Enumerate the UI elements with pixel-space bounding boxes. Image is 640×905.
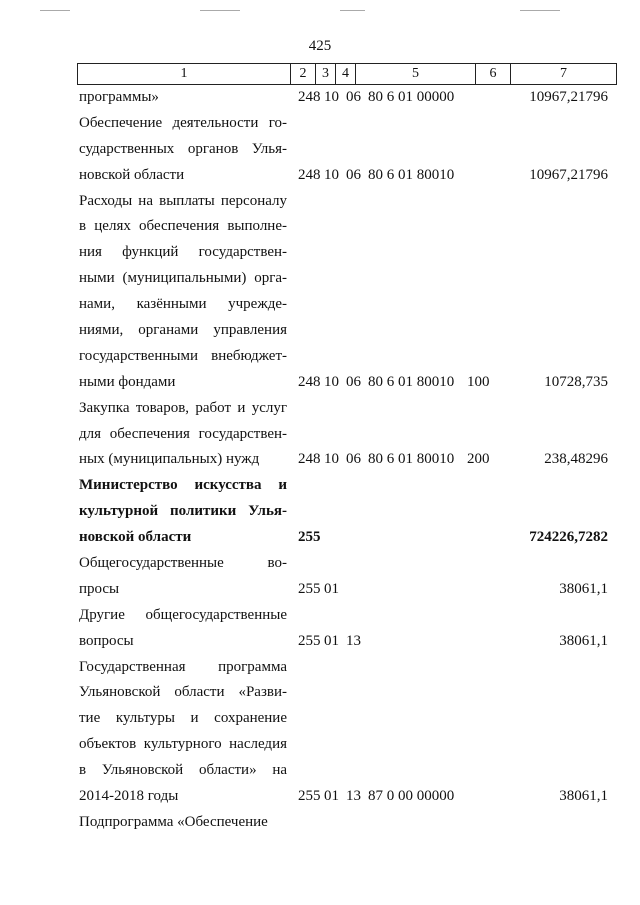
row-description: Министерство искусства и — [79, 477, 287, 494]
row-description: Другие общегосударственные — [79, 606, 287, 623]
column-header-4: 4 — [336, 64, 356, 85]
row-description: 2014-2018 годы — [79, 788, 179, 805]
code-c6: 200 — [467, 451, 490, 468]
row-line — [0, 551, 640, 577]
row-description: нами, казёнными учрежде- — [79, 296, 287, 313]
code-c3: 10 — [324, 89, 339, 105]
amount-value: 724226,7282 — [529, 529, 608, 546]
row-description: в Ульяновской области» на — [79, 762, 287, 779]
column-header-5: 5 — [356, 64, 476, 85]
code-c3: 01 — [324, 580, 339, 597]
column-header-1: 1 — [78, 64, 291, 85]
row-line — [0, 655, 640, 681]
amount-value: 38061,1 — [559, 788, 608, 805]
row-description: в целях обеспечения выполне- — [79, 218, 287, 235]
row-description: тие культуры и сохранение — [79, 710, 287, 727]
row-description: ния функций государствен- — [79, 244, 287, 261]
row-description: объектов культурного наследия — [79, 736, 287, 753]
row-line — [0, 396, 640, 422]
code-c6: 100 — [467, 373, 490, 390]
code-c5: 87 0 00 00000 — [368, 788, 455, 805]
row-description: вопросы — [79, 632, 134, 649]
row-line — [0, 137, 640, 163]
row-description: просы — [79, 580, 120, 597]
scan-speck — [40, 10, 70, 11]
row-line — [0, 85, 640, 111]
column-header-3: 3 — [316, 64, 336, 85]
row-description: ными фондами — [79, 373, 176, 390]
row-line — [0, 577, 640, 603]
row-description: ными (муниципальными) орга- — [79, 270, 287, 287]
table-row — [0, 111, 640, 189]
row-line — [0, 447, 640, 473]
row-line — [0, 758, 640, 784]
page-number: 425 — [308, 38, 332, 54]
row-line — [0, 370, 640, 396]
table-row — [0, 551, 640, 603]
row-description: ных (муниципальных) нужд — [79, 451, 260, 468]
table-row — [0, 85, 640, 111]
amount-value: 10967,21796 — [529, 89, 608, 105]
row-line — [0, 629, 640, 655]
scan-speck — [200, 10, 240, 11]
table-row — [0, 189, 640, 396]
row-line — [0, 810, 640, 836]
table-row — [0, 396, 640, 474]
row-description: новской области — [79, 166, 185, 183]
scan-speck — [520, 10, 560, 11]
row-description: Расходы на выплаты персоналу — [79, 192, 287, 209]
row-line — [0, 292, 640, 318]
row-description: Подпрограмма «Обеспечение — [79, 813, 268, 830]
row-description: культурной политики Улья- — [79, 503, 287, 520]
column-header-6: 6 — [476, 64, 511, 85]
row-description: новской области — [79, 529, 192, 546]
code-c2: 248 — [298, 373, 321, 390]
code-c4: 06 — [346, 166, 361, 183]
amount-value: 38061,1 — [559, 580, 608, 597]
row-line — [0, 732, 640, 758]
row-line — [0, 214, 640, 240]
row-description: государственными внебюджет- — [79, 347, 287, 364]
code-c3: 01 — [324, 632, 339, 649]
code-c2: 255 — [298, 632, 321, 649]
row-line — [0, 344, 640, 370]
code-c2: 248 — [298, 451, 321, 468]
code-c4: 06 — [346, 89, 361, 105]
scan-speck — [340, 10, 365, 11]
row-description: Государственная программа — [79, 658, 287, 675]
code-c4: 06 — [346, 451, 361, 468]
row-line — [0, 784, 640, 810]
code-c5: 80 6 01 80010 — [368, 373, 455, 390]
row-description: ниями, органами управления — [79, 322, 287, 339]
code-c2: 248 — [298, 89, 321, 105]
row-line — [0, 422, 640, 448]
amount-value: 10967,21796 — [529, 166, 608, 183]
row-description: Закупка товаров, работ и услуг — [79, 399, 287, 416]
row-description: сударственных органов Улья- — [79, 140, 287, 157]
row-line — [0, 189, 640, 215]
amount-value: 38061,1 — [559, 632, 608, 649]
row-line — [0, 706, 640, 732]
code-c3: 10 — [324, 373, 339, 390]
code-c2: 255 — [298, 580, 321, 597]
column-header-2: 2 — [291, 64, 316, 85]
table-row — [0, 655, 640, 810]
code-c4: 06 — [346, 373, 361, 390]
code-c3: 10 — [324, 166, 339, 183]
code-c5: 80 6 01 80010 — [368, 451, 455, 468]
code-c2: 248 — [298, 166, 321, 183]
budget-table-body — [0, 85, 640, 836]
row-description: Ульяновской области «Разви- — [79, 684, 287, 701]
code-c2: 255 — [298, 788, 321, 805]
row-line — [0, 473, 640, 499]
row-line — [0, 111, 640, 137]
code-c3: 01 — [324, 788, 339, 805]
code-c4: 13 — [346, 632, 361, 649]
amount-value: 10728,735 — [544, 373, 608, 390]
row-description: Обеспечение деятельности го- — [79, 114, 287, 131]
code-c3: 10 — [324, 451, 339, 468]
row-description: для обеспечения государствен- — [79, 425, 287, 442]
table-row — [0, 473, 640, 551]
code-c5: 80 6 01 80010 — [368, 166, 455, 183]
code-c2: 255 — [298, 529, 321, 546]
code-c5: 80 6 01 00000 — [368, 89, 455, 105]
amount-value: 238,48296 — [544, 451, 608, 468]
row-line — [0, 240, 640, 266]
table-row — [0, 810, 640, 836]
row-line — [0, 318, 640, 344]
table-row — [0, 603, 640, 655]
column-header-7: 7 — [511, 64, 617, 85]
row-description: Общегосударственные во- — [79, 555, 287, 572]
row-line — [0, 266, 640, 292]
row-line — [0, 603, 640, 629]
row-line — [0, 525, 640, 551]
row-line — [0, 499, 640, 525]
column-header-row — [77, 63, 617, 85]
row-line — [0, 163, 640, 189]
code-c4: 13 — [346, 788, 361, 805]
row-line — [0, 680, 640, 706]
row-description: программы» — [79, 89, 159, 105]
